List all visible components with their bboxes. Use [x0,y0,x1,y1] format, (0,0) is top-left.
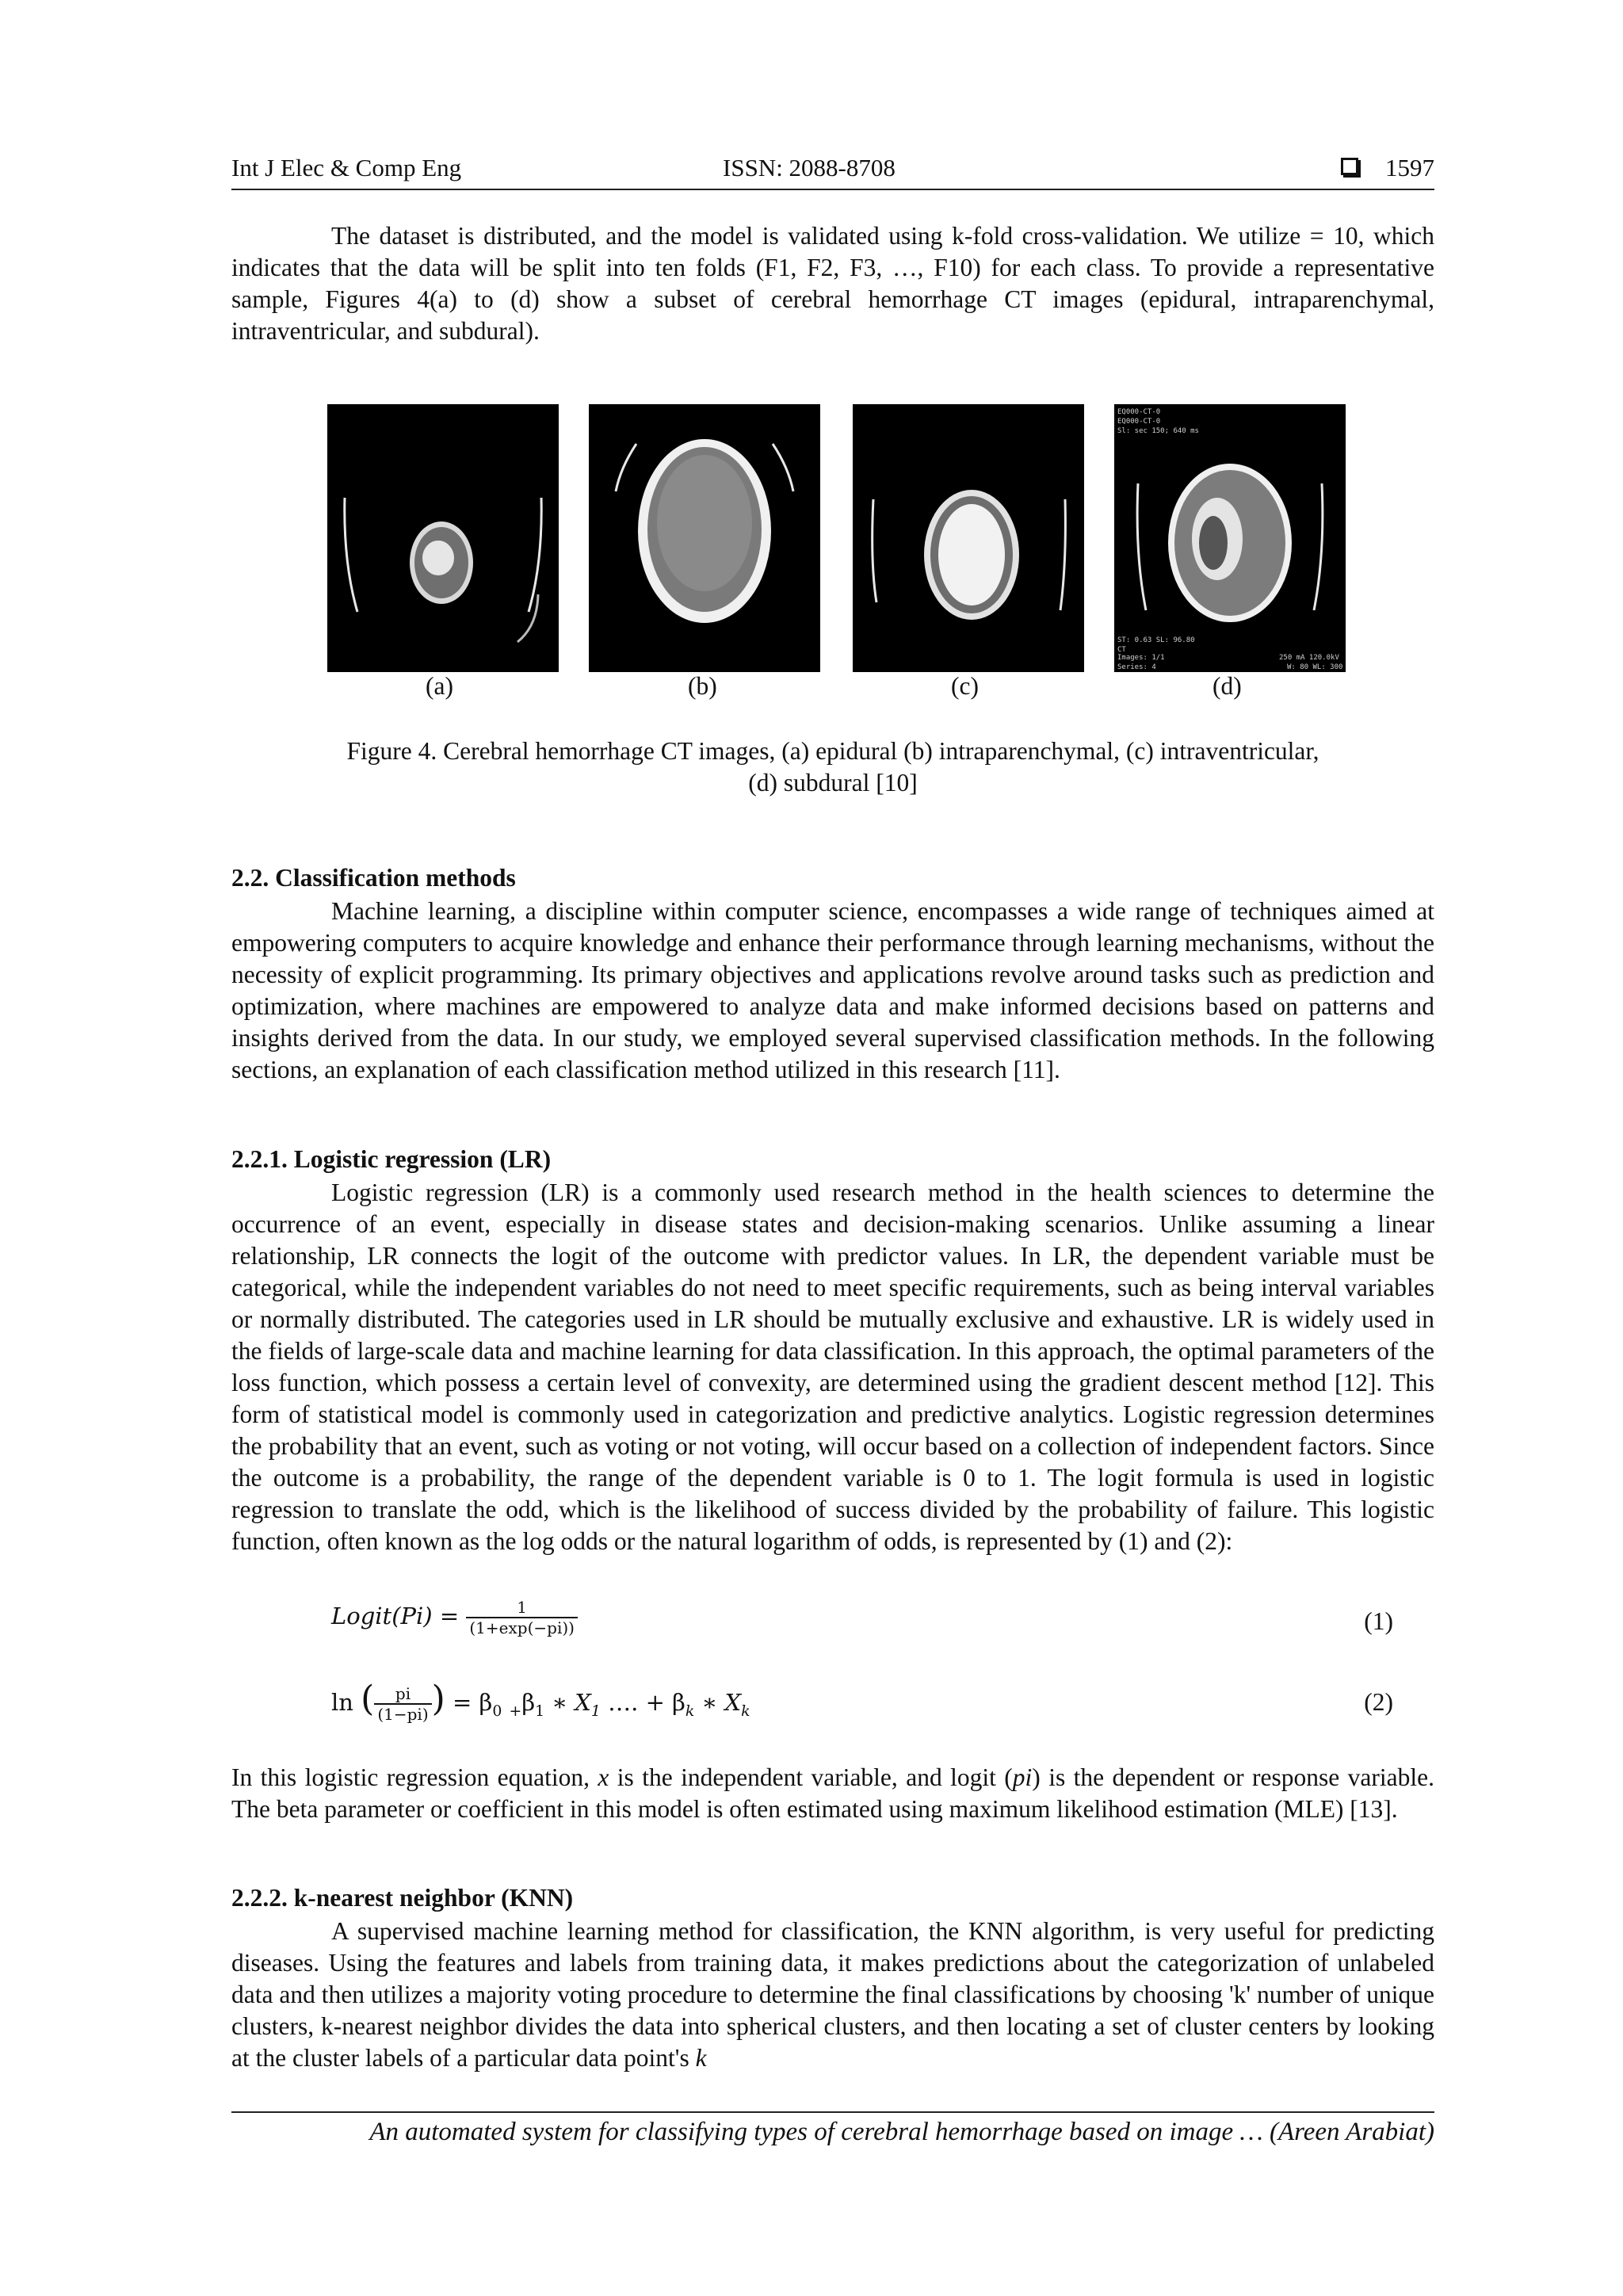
journal-name: Int J Elec & Comp Eng [231,154,462,181]
equation-2: ln ( $\frac{pi}{(1-pi)}$ ) = $\beta_0$ $_+\beta_1$ ∗ $X_1$ …. + $\beta_k$ ∗ $X_k$ [331,1679,750,1724]
svg-text:ST: 0.63 SL: 96.80: ST: 0.63 SL: 96.80 [1117,636,1195,644]
svg-text:Series: 4: Series: 4 [1117,663,1156,671]
svg-text:CT: CT [1117,646,1126,654]
equation-1: Logit(Pi) = $\frac{1}{(1+\exp(-pi))}$ [331,1598,578,1637]
header-rule [231,189,1434,190]
ct-image-subdural [1114,404,1346,672]
running-footer: An automated system for classifying types of cerebral hemorrhage based on image … (Areen Arabiat) [369,2118,1434,2146]
footer-rule [231,2111,1434,2113]
figure-sublabel-c: (c) [951,672,979,700]
equation-2-number: (2) [1364,1688,1393,1716]
equation-1-number: (1) [1364,1607,1393,1635]
running-header [231,154,1434,187]
svg-text:EQ000-CT-0: EQ000-CT-0 [1117,418,1161,426]
checkbox-icon [1341,158,1358,175]
figure-sublabel-d: (d) [1212,672,1242,700]
svg-text:Sl: sec 150; 640 ms: Sl: sec 150; 640 ms [1117,427,1199,435]
svg-text:W: 80 WL: 300: W: 80 WL: 300 [1287,663,1343,671]
intro-paragraph: The dataset is distributed, and the model is validated using k-fold cross-validation. We utilize = 10, which indicates that the data will be split into ten folds (F1, F2, F3, …, F10) for each class. To provide a representative sample, Figures 4(a) to (d) show a subset of cerebral hemorrhage CT images (epidural, intraparenchymal, intraventricular, and subdural). [231,222,1434,345]
figure-caption: Figure 4. Cerebral hemorrhage CT images, (a) epidural (b) intraparenchymal, (c) intraventricular, (d) subdural [10] [346,737,1319,797]
section-2-2-1-paragraph: Logistic regression (LR) is a commonly used research method in the health sciences to determine the occurrence of an event, especially in disease states and decision-making scenarios. Unlike assuming a linear relationship, LR connects the logit of the outcome with predictor values. In LR, the dependent variable must be categorical, while the independent variables do not need to meet specific requirements, such as being interval variables or normally distributed. The categories used in LR should be mutually exclusive and exhaustive. LR is widely used in the fields of large-scale data and machine learning for data classification. In this approach, the optimal parameters of the loss function, which possess a certain level of convexity, are determined using the gradient descent method [12]. This form of statistical model is commonly used in categorization and predictive analytics. Logistic regression determines the probability that an event, such as voting or not voting, will occur based on a collection of independent factors. Since the outcome is a probability, the range of the dependent variable is 0 to 1. The logit formula is used in logistic regression to translate the odd, which is the likelihood of success divided by the probability of failure. This logistic function, often known as the log odds or the natural logarithm of odds, is represented by (1) and (2): [231,1179,1434,1555]
ct-image-intraventricular [853,404,1084,672]
page-number: 1597 [1385,154,1434,181]
svg-text:250 mA 120.0kV: 250 mA 120.0kV [1279,654,1339,662]
section-heading-2-2-1: 2.2.1. Logistic regression (LR) [231,1145,552,1173]
ct-image-epidural [327,404,559,672]
section-2-2-paragraph: Machine learning, a discipline within computer science, encompasses a wide range of techniques aimed at empowering computers to acquire knowledge and enhance their performance through learning mechanisms, without the necessity of explicit programming. Its primary objectives and applications revolve around tasks such as prediction and optimization, where machines are empowered to analyze data and make informed decisions based on patterns and insights derived from the data. In our study, we employed several supervised classification methods. In the following sections, an explanation of each classification method utilized in this research [11]. [231,897,1434,1083]
after-equation-paragraph: In this logistic regression equation, x is the independent variable, and logit (pi) is the dependent or response variable. The beta parameter or coefficient in this model is often estimated using maximum likelihood estimation (MLE) [13]. [231,1763,1434,1823]
issn: ISSN: 2088-8708 [723,154,896,181]
section-2-2-2-paragraph: A supervised machine learning method for classification, the KNN algorithm, is very useful for predicting diseases. Using the features and labels from training data, it makes predictions about the categorization of unlabeled data and then utilizes a majority voting procedure to determine the final classifications by choosing 'k' number of unique clusters, k-nearest neighbor divides the data into spherical clusters, and then locating a set of cluster centers by looking at the cluster labels of a particular data point's k [231,1917,1434,2072]
ct-image-intraparenchymal [589,404,820,672]
section-heading-2-2-2: 2.2.2. k-nearest neighbor (KNN) [231,1884,574,1912]
figure-sublabel-a: (a) [426,672,453,700]
figure-sublabel-b: (b) [688,672,717,700]
svg-text:Images: 1/1: Images: 1/1 [1117,654,1165,662]
svg-text:EQ000-CT-0: EQ000-CT-0 [1117,408,1161,416]
section-heading-2-2: 2.2. Classification methods [231,864,516,892]
